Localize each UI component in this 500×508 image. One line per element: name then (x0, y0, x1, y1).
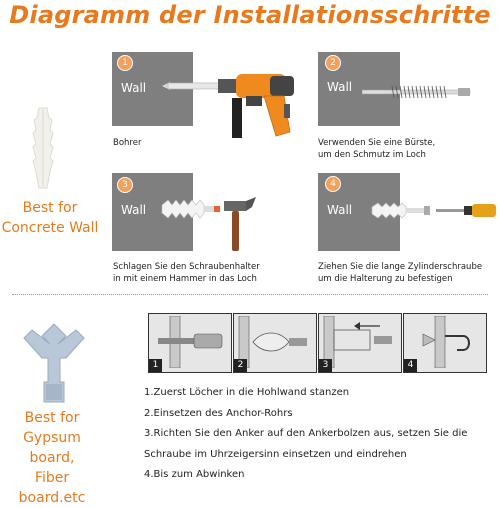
gypsum-frame-4-number: 4 (404, 359, 417, 372)
page-title: Diagramm der Installationsschritte (9, 1, 491, 29)
hammer-anchor-icon (160, 195, 270, 255)
gypsum-step-3: 3.Richten Sie den Anker auf den Ankerbolzen aus, setzen Sie die (144, 428, 468, 439)
gypsum-anchor-icon (22, 322, 86, 404)
step-4-badge: 4 (325, 176, 341, 192)
step-1-caption: Bohrer (113, 138, 142, 148)
gypsum-frame-3-number: 3 (319, 359, 332, 372)
step-3-badge: 3 (117, 177, 133, 193)
step-3-caption: Schlagen Sie den Schraubenhalter in mit einem Hammer in das Loch (113, 262, 260, 284)
gypsum-frame-2-number: 2 (234, 359, 247, 372)
gypsum-steps (144, 383, 500, 486)
step-2-wall-label: Wall (327, 80, 353, 94)
concrete-anchor-icon (28, 106, 58, 190)
step-3-wall-label: Wall (121, 203, 147, 217)
brush-icon (362, 84, 472, 100)
gypsum-step-4: 4.Bis zum Abwinken (144, 469, 245, 480)
gypsum-step-2: 2.Einsetzen des Anchor-Rohrs (144, 407, 293, 419)
concrete-label: Best for Concrete Wall (1, 200, 99, 236)
gypsum-step-1: 1.Zuerst Löcher in die Hohlwand stanzen (144, 387, 350, 398)
section-divider (12, 294, 488, 295)
step-1-wall-label: Wall (121, 81, 147, 95)
drill-icon (160, 68, 310, 144)
step-2-badge: 2 (325, 55, 341, 71)
gypsum-frame-1-number: 1 (149, 359, 162, 372)
gypsum-step-3-cont: Schraube im Uhrzeigersinn einsetzen und eindrehen (144, 448, 407, 460)
step-2-caption: Verwenden Sie eine Bürste, um den Schmutz im Loch (318, 138, 436, 160)
step-4-wall-label: Wall (327, 203, 353, 217)
gypsum-label: Best for Gypsum board, Fiber board.etc (18, 410, 86, 506)
step-1-badge: 1 (117, 55, 133, 71)
screwdriver-anchor-icon (370, 200, 498, 222)
step-4-caption: Ziehen Sie die lange Zylinderschraube um die Halterung zu befestigen (318, 262, 483, 284)
